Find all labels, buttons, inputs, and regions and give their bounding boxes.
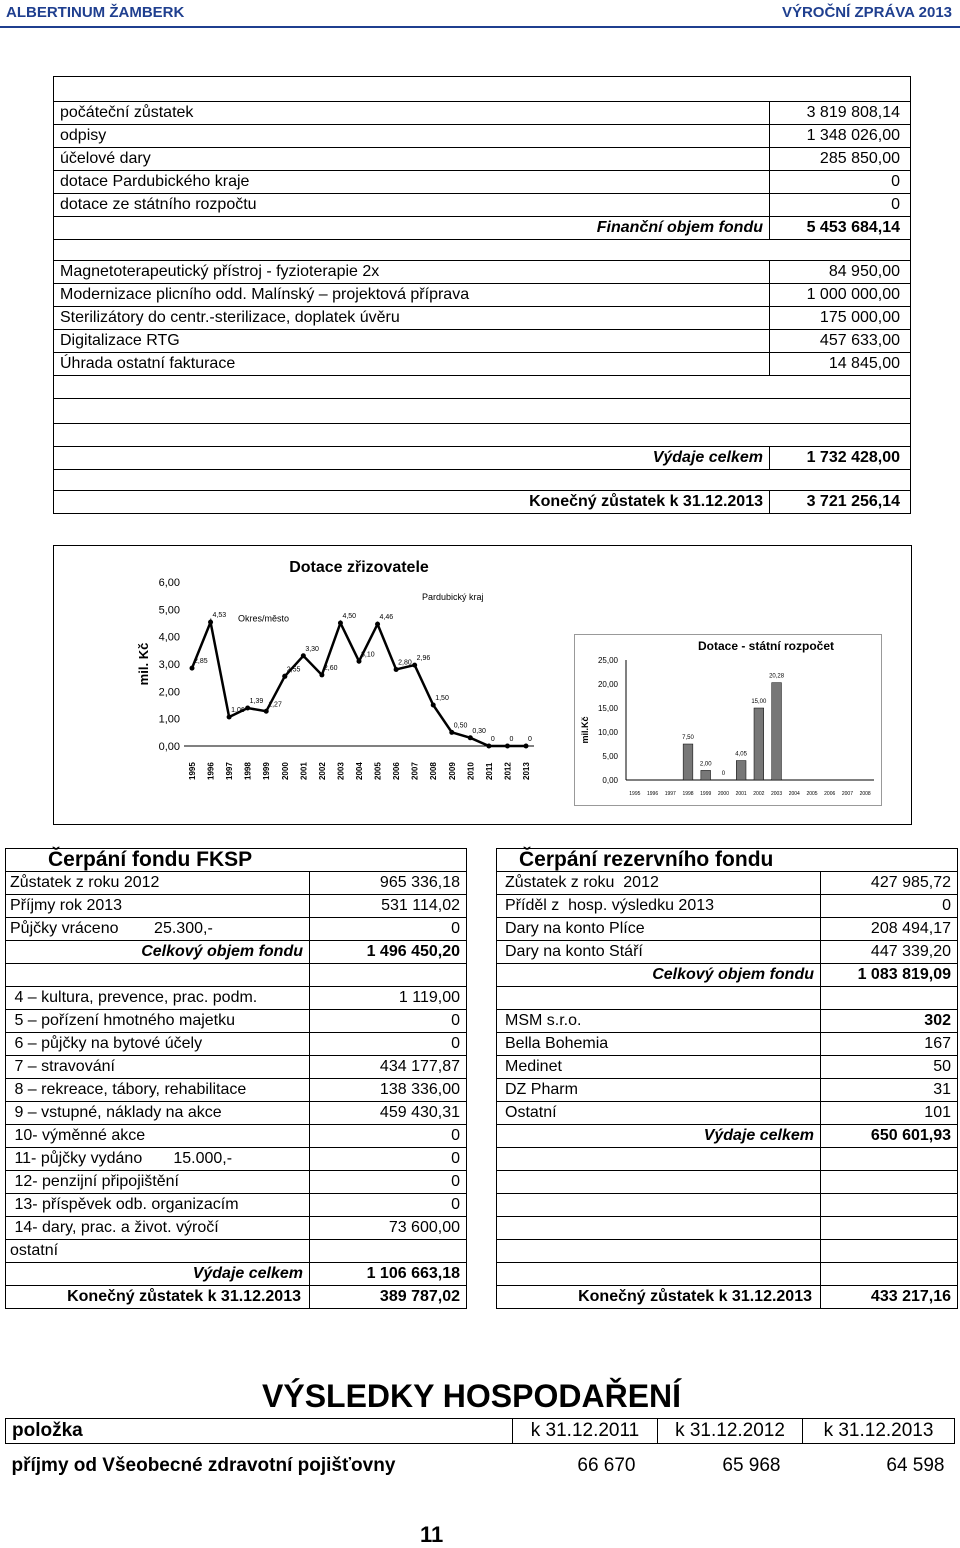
x-tick-label: 1996 xyxy=(206,762,216,780)
row-label xyxy=(497,987,821,1010)
row-label: Dary na konto Stáří xyxy=(497,941,821,964)
row-label: Bella Bohemia xyxy=(497,1033,821,1056)
row-value xyxy=(821,1148,958,1171)
x-tick-label: 1995 xyxy=(629,791,641,797)
row-label xyxy=(497,1148,821,1171)
x-tick-label: 2013 xyxy=(522,762,531,780)
results-title: VÝSLEDKY HOSPODAŘENÍ xyxy=(262,1378,682,1414)
row-label: Příděl z hosp. výsledku 2013 xyxy=(497,895,821,918)
row-label: 6 – půjčky na bytové účely xyxy=(6,1033,310,1056)
table-row xyxy=(497,1286,958,1309)
row-value xyxy=(821,1171,958,1194)
x-tick-label: 2008 xyxy=(859,791,871,797)
x-tick-label: 2004 xyxy=(355,762,364,780)
table-row xyxy=(497,1171,958,1194)
row-label: Dary na konto Plíce xyxy=(497,918,821,941)
data-point xyxy=(505,744,510,749)
table-row xyxy=(6,1286,467,1309)
results-row: příjmy od Všeobecné zdravotní pojišťovny 66 670 65 968 64 598 xyxy=(11,1455,945,1476)
row-label: Výdaje celkem xyxy=(6,1263,310,1286)
data-label: 1,50 xyxy=(435,695,449,702)
row-value: 302 xyxy=(821,1010,958,1033)
x-tick-label: 2003 xyxy=(336,762,346,780)
chart-area xyxy=(53,545,912,825)
data-label: 4,53 xyxy=(212,612,227,620)
row-value: 0 xyxy=(310,1194,467,1217)
x-tick-label: 2006 xyxy=(392,762,402,780)
x-tick-label: 2002 xyxy=(753,791,765,797)
row-label xyxy=(497,1240,821,1263)
row-label: 4 – kultura, prevence, prac. podm. xyxy=(6,987,310,1010)
data-label: 0 xyxy=(509,736,514,743)
bar xyxy=(772,683,782,780)
table-row xyxy=(497,872,958,895)
row-value: 208 494,17 xyxy=(821,918,958,941)
data-label: 0 xyxy=(528,736,532,743)
table-row xyxy=(6,964,467,987)
table-row xyxy=(497,1102,958,1125)
x-tick-label: 1999 xyxy=(262,762,272,780)
data-label: 2,00 xyxy=(699,761,712,768)
bar xyxy=(736,761,746,780)
data-point xyxy=(431,703,436,708)
x-tick-label: 1997 xyxy=(664,791,676,797)
y-axis-label: mil. Kč xyxy=(136,642,151,686)
x-tick-label: 2007 xyxy=(410,762,420,780)
row-value: 434 177,87 xyxy=(310,1056,467,1079)
data-point xyxy=(227,715,232,720)
row-label: ostatní xyxy=(6,1240,310,1263)
x-tick-label: 1995 xyxy=(188,762,197,780)
table-row xyxy=(6,987,467,1010)
series-label: Pardubický kraj xyxy=(422,591,484,602)
data-label: 4,05 xyxy=(735,751,747,758)
table-row xyxy=(497,1263,958,1286)
row-value: 1 119,00 xyxy=(310,987,467,1010)
table-row: odpisy 1 348 026,00 xyxy=(54,125,911,148)
header-rule xyxy=(0,26,960,28)
x-tick-label: 2012 xyxy=(503,762,513,780)
table-row xyxy=(497,1079,958,1102)
results-table xyxy=(5,1418,955,1478)
table-row xyxy=(6,1033,467,1056)
data-label: 0 xyxy=(490,736,495,743)
row-label: 14- dary, prac. a život. výročí xyxy=(6,1217,310,1240)
reserve-title: Čerpání rezervního fondu xyxy=(497,849,958,872)
row-value: 531 114,02 xyxy=(310,895,467,918)
table-row xyxy=(6,1217,467,1240)
y-tick-label: 2,00 xyxy=(158,686,180,699)
row-label: DZ Pharm xyxy=(497,1079,821,1102)
table-row xyxy=(6,1171,467,1194)
table-row xyxy=(6,1240,467,1263)
data-label: 1,39 xyxy=(249,698,264,706)
fksp-table xyxy=(5,848,467,1309)
table-row: Sterilizátory do centr.-sterilizace, doplatek úvěru 175 000,00 xyxy=(54,307,911,330)
table-row xyxy=(6,1079,467,1102)
y-tick-label: 4,00 xyxy=(158,631,180,644)
data-point xyxy=(375,622,380,627)
y-tick-label: 25,00 xyxy=(597,656,618,665)
data-label: 1,27 xyxy=(268,701,282,709)
data-point xyxy=(319,672,324,677)
bar xyxy=(754,708,764,780)
data-label: 0,50 xyxy=(453,722,468,730)
results-head-row: položka k 31.12.2011 k 31.12.2012 k 31.12.2013 xyxy=(6,1419,955,1444)
x-tick-label: 1997 xyxy=(225,762,235,780)
x-tick-label: 2006 xyxy=(824,791,836,797)
data-point xyxy=(486,744,491,749)
row-label: 10- výměnné akce xyxy=(6,1125,310,1148)
row-label: 5 – pořízení hmotného majetku xyxy=(6,1010,310,1033)
data-point xyxy=(449,730,454,735)
fksp-title: Čerpání fondu FKSP xyxy=(6,849,467,872)
final-balance-row: Konečný zůstatek k 31.12.2013 3 721 256,14 xyxy=(54,491,911,514)
data-label: 3,30 xyxy=(305,645,319,653)
row-value: 0 xyxy=(310,1125,467,1148)
chart-title: Dotace - státní rozpočet xyxy=(697,639,835,653)
row-value: 73 600,00 xyxy=(310,1217,467,1240)
row-value xyxy=(310,1240,467,1263)
x-tick-label: 1998 xyxy=(243,762,253,780)
table-row xyxy=(497,987,958,1010)
row-value xyxy=(821,1217,958,1240)
bar-chart xyxy=(574,634,882,806)
row-label: MSM s.r.o. xyxy=(497,1010,821,1033)
table-row xyxy=(497,964,958,987)
row-label: Půjčky vráceno 25.300,- xyxy=(6,918,310,941)
data-label: 20,28 xyxy=(769,673,785,680)
expense-total-row: Výdaje celkem 1 732 428,00 xyxy=(54,447,911,470)
row-label: 12- penzijní připojištění xyxy=(6,1171,310,1194)
data-label: 2,80 xyxy=(398,659,412,667)
data-point xyxy=(338,621,343,626)
data-point xyxy=(264,709,269,714)
y-tick-label: 0,00 xyxy=(158,741,180,753)
header-left: ALBERTINUM ŽAMBERK xyxy=(6,4,185,21)
row-label: Medinet xyxy=(497,1056,821,1079)
reserve-table xyxy=(496,848,958,1309)
row-label: Celkový objem fondu xyxy=(497,964,821,987)
y-tick-label: 10,00 xyxy=(597,728,618,737)
table-row xyxy=(497,1148,958,1171)
x-tick-label: 2005 xyxy=(373,762,383,780)
row-value: 433 217,16 xyxy=(821,1286,958,1309)
x-tick-label: 2002 xyxy=(317,762,327,780)
table-row xyxy=(497,918,958,941)
chart-title: Dotace zřizovatele xyxy=(289,559,429,576)
table-row xyxy=(497,1240,958,1263)
y-tick-label: 20,00 xyxy=(597,680,618,689)
row-value: 965 336,18 xyxy=(310,872,467,895)
row-value: 0 xyxy=(310,1148,467,1171)
data-point xyxy=(394,667,399,672)
row-label: Výdaje celkem xyxy=(497,1125,821,1148)
table-row xyxy=(497,1125,958,1148)
row-value: 447 339,20 xyxy=(821,941,958,964)
table-row xyxy=(6,1194,467,1217)
data-label: 1,06 xyxy=(231,707,245,715)
data-label: 2,85 xyxy=(194,658,208,666)
table-row xyxy=(6,1102,467,1125)
row-label: 9 – vstupné, náklady na akce xyxy=(6,1102,310,1125)
data-point xyxy=(524,744,529,749)
x-tick-label: 2008 xyxy=(429,762,439,780)
table-row: Magnetoterapeutický přístroj - fyzioterapie 2x 84 950,00 xyxy=(54,261,911,284)
row-label: Konečný zůstatek k 31.12.2013 xyxy=(6,1286,310,1309)
row-value: 0 xyxy=(310,1033,467,1056)
row-value: 0 xyxy=(310,918,467,941)
y-tick-label: 1,00 xyxy=(158,713,180,726)
total-row: Finanční objem fondu 5 453 684,14 xyxy=(54,217,911,240)
table-row: počáteční zůstatek 3 819 808,14 xyxy=(54,102,911,125)
table-row xyxy=(6,918,467,941)
row-value: 1 083 819,09 xyxy=(821,964,958,987)
table-row xyxy=(6,1263,467,1286)
row-label: Zůstatek z roku 2012 xyxy=(497,872,821,895)
row-value: 31 xyxy=(821,1079,958,1102)
row-label: 13- příspěvek odb. organizacím xyxy=(6,1194,310,1217)
table-row: dotace Pardubického kraje 0 xyxy=(54,171,911,194)
y-tick-label: 6,00 xyxy=(158,577,180,589)
bar xyxy=(701,770,711,780)
row-value xyxy=(821,1263,958,1286)
row-value: 167 xyxy=(821,1033,958,1056)
data-label: 4,46 xyxy=(379,614,394,622)
row-label: Ostatní xyxy=(497,1102,821,1125)
table-row xyxy=(497,1033,958,1056)
data-point xyxy=(190,666,195,671)
y-tick-label: 5,00 xyxy=(158,604,180,617)
table-row xyxy=(6,872,467,895)
data-label: 3,10 xyxy=(361,651,375,659)
x-tick-label: 2007 xyxy=(841,791,853,797)
table-row: Úhrada ostatní fakturace 14 845,00 xyxy=(54,353,911,376)
table-row xyxy=(497,1010,958,1033)
y-axis-label: mil.Kč xyxy=(580,716,590,744)
series-line xyxy=(285,623,526,746)
x-tick-label: 2009 xyxy=(447,762,457,780)
fund-table xyxy=(53,76,911,514)
x-tick-label: 2003 xyxy=(771,791,783,797)
row-label xyxy=(6,964,310,987)
table-row xyxy=(6,1056,467,1079)
data-label: 2,55 xyxy=(286,666,301,674)
table-row: dotace ze státního rozpočtu 0 xyxy=(54,194,911,217)
x-tick-label: 2004 xyxy=(788,791,800,797)
row-label xyxy=(497,1171,821,1194)
row-label xyxy=(497,1217,821,1240)
data-point xyxy=(245,706,250,711)
data-point xyxy=(208,620,213,625)
row-label: Konečný zůstatek k 31.12.2013 xyxy=(497,1286,821,1309)
y-tick-label: 3,00 xyxy=(158,659,180,671)
row-value xyxy=(310,964,467,987)
x-tick-label: 2000 xyxy=(280,762,290,780)
row-value: 138 336,00 xyxy=(310,1079,467,1102)
row-label: Příjmy rok 2013 xyxy=(6,895,310,918)
y-tick-label: 5,00 xyxy=(602,752,618,761)
data-point xyxy=(301,653,306,658)
table-row xyxy=(6,1010,467,1033)
row-label: Celkový objem fondu xyxy=(6,941,310,964)
row-value: 1 106 663,18 xyxy=(310,1263,467,1286)
data-label: 0 xyxy=(721,771,726,777)
table-row xyxy=(497,1056,958,1079)
row-value: 389 787,02 xyxy=(310,1286,467,1309)
data-label: 2,96 xyxy=(416,655,431,663)
table-row: Digitalizace RTG 457 633,00 xyxy=(54,330,911,353)
x-tick-label: 2010 xyxy=(466,762,476,780)
bar xyxy=(683,744,693,780)
row-value xyxy=(821,1240,958,1263)
row-value: 427 985,72 xyxy=(821,872,958,895)
row-label: 11- půjčky vydáno 15.000,- xyxy=(6,1148,310,1171)
header-right: VÝROČNÍ ZPRÁVA 2013 xyxy=(781,4,952,21)
data-label: 7,50 xyxy=(682,735,694,741)
x-tick-label: 2005 xyxy=(806,791,818,797)
x-tick-label: 2001 xyxy=(299,762,309,780)
data-label: 2,60 xyxy=(323,664,338,672)
y-tick-label: 15,00 xyxy=(597,704,618,713)
table-row xyxy=(497,1217,958,1240)
row-value: 50 xyxy=(821,1056,958,1079)
row-value: 0 xyxy=(310,1171,467,1194)
row-value: 650 601,93 xyxy=(821,1125,958,1148)
table-row xyxy=(497,941,958,964)
x-tick-label: 1998 xyxy=(682,791,694,797)
table-row: účelové dary 285 850,00 xyxy=(54,148,911,171)
x-tick-label: 1999 xyxy=(700,791,712,797)
row-value: 459 430,31 xyxy=(310,1102,467,1125)
row-value: 1 496 450,20 xyxy=(310,941,467,964)
row-value: 0 xyxy=(821,895,958,918)
table-row: Modernizace plicního odd. Malínský – projektová příprava 1 000 000,00 xyxy=(54,284,911,307)
x-tick-label: 2001 xyxy=(735,791,747,797)
row-value: 0 xyxy=(310,1010,467,1033)
series-label: Okres/město xyxy=(238,613,290,624)
data-point xyxy=(412,663,417,668)
row-label: Zůstatek z roku 2012 xyxy=(6,872,310,895)
data-point xyxy=(282,674,287,679)
data-label: 15,00 xyxy=(751,699,767,705)
row-value: 101 xyxy=(821,1102,958,1125)
x-tick-label: 1996 xyxy=(647,791,659,797)
table-row xyxy=(6,941,467,964)
row-label xyxy=(497,1263,821,1286)
data-point xyxy=(357,659,362,664)
data-label: 0,30 xyxy=(472,727,486,735)
row-value xyxy=(821,1194,958,1217)
table-row xyxy=(6,1125,467,1148)
row-label xyxy=(497,1194,821,1217)
row-value xyxy=(821,987,958,1010)
table-row xyxy=(6,895,467,918)
page-number: 11 xyxy=(420,1522,444,1547)
row-label: 7 – stravování xyxy=(6,1056,310,1079)
table-row xyxy=(497,895,958,918)
x-tick-label: 2011 xyxy=(484,762,494,780)
row-label: 8 – rekreace, tábory, rehabilitace xyxy=(6,1079,310,1102)
x-tick-label: 2000 xyxy=(717,791,729,797)
y-tick-label: 0,00 xyxy=(602,776,618,785)
data-point xyxy=(468,735,473,740)
table-row xyxy=(6,1148,467,1171)
line-chart xyxy=(134,554,554,784)
table-row xyxy=(497,1194,958,1217)
data-label: 4,50 xyxy=(342,613,357,620)
